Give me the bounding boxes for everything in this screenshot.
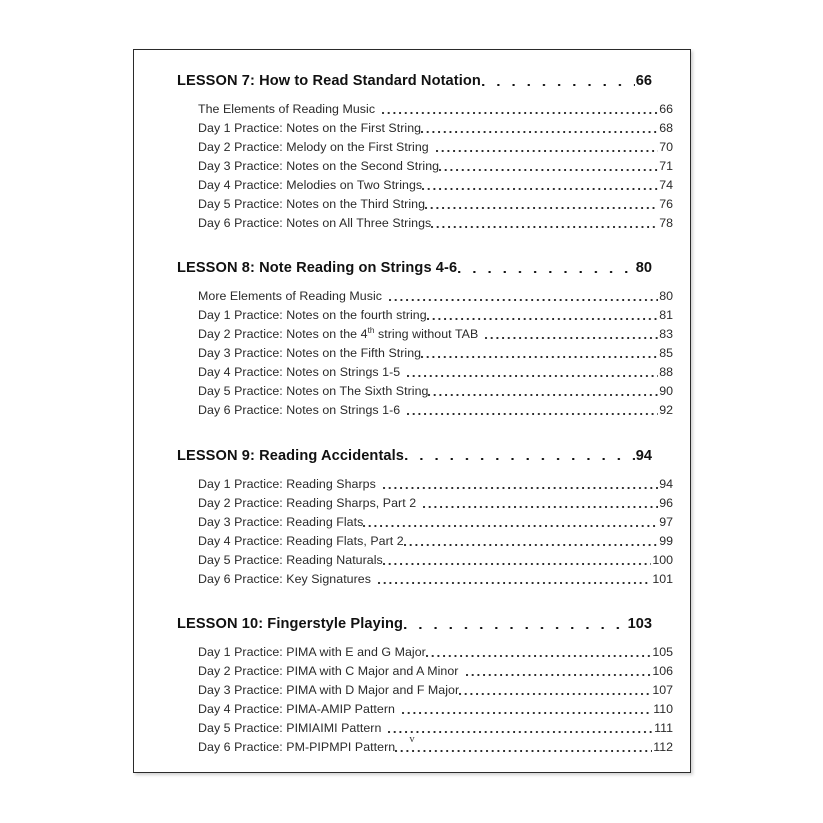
dot-leader <box>389 288 658 304</box>
dot-leader <box>382 101 658 117</box>
toc-entry[interactable] <box>177 644 673 660</box>
toc-entry[interactable] <box>177 682 673 698</box>
dot-leader <box>402 701 652 717</box>
dot-leader <box>459 682 651 698</box>
toc-entry-page-number: 92 <box>659 403 673 418</box>
dot-leader <box>363 514 658 530</box>
toc-entry[interactable] <box>177 495 673 511</box>
dot-leader <box>404 616 627 633</box>
toc-entry[interactable] <box>177 663 673 679</box>
toc-entry-title: Day 6 Practice: Notes on Strings 1-6 <box>198 403 401 418</box>
toc-entry[interactable] <box>177 101 673 117</box>
toc-entry-title: Day 5 Practice: Notes on the Third String <box>198 197 426 211</box>
toc-entry[interactable] <box>177 307 673 323</box>
dot-leader <box>427 307 659 323</box>
toc-entry-page-number: 76 <box>659 197 673 211</box>
dot-leader <box>383 476 658 492</box>
toc-lesson-title: LESSON 10: Fingerstyle Playing <box>177 616 404 633</box>
toc-lesson-block <box>177 260 673 418</box>
toc-entry-title: Day 1 Practice: Reading Sharps <box>198 476 376 491</box>
dot-leader <box>482 73 635 90</box>
toc-entry[interactable] <box>177 533 673 549</box>
toc-entry[interactable] <box>177 364 673 380</box>
toc-lesson-heading[interactable] <box>177 73 652 90</box>
toc-lesson-block <box>177 447 673 587</box>
toc-entry-title: Day 2 Practice: Reading Sharps, Part 2 <box>198 495 417 510</box>
toc-entry-title: Day 1 Practice: PIMA with E and G Major <box>198 645 426 660</box>
toc-entry[interactable] <box>177 177 673 193</box>
toc-entry-title: Day 6 Practice: Notes on All Three Strings <box>198 216 432 230</box>
toc-lesson-heading[interactable] <box>177 448 652 465</box>
toc-entry-list <box>177 288 673 418</box>
toc-lesson-page-number: 66 <box>635 73 652 89</box>
toc-entry-page-number: 88 <box>659 365 673 380</box>
toc-entry-title: Day 3 Practice: Notes on the Fifth String <box>198 346 422 361</box>
toc-lesson-title: LESSON 8: Note Reading on Strings 4-6 <box>177 260 458 277</box>
toc-entry-page-number: 107 <box>652 683 673 698</box>
toc-entry-title: Day 6 Practice: PM-PIPMPI Pattern <box>198 740 396 755</box>
toc-entry[interactable] <box>177 326 673 342</box>
dot-leader <box>407 364 658 380</box>
toc-entry-title: The Elements of Reading Music <box>198 102 376 116</box>
toc-entry-title: Day 2 Practice: Notes on the 4th string without TAB <box>198 326 479 342</box>
dot-leader <box>485 326 658 342</box>
toc-entry-page-number: 85 <box>659 346 673 361</box>
dot-leader <box>421 120 658 136</box>
dot-leader <box>431 215 658 231</box>
toc-entry[interactable] <box>177 215 673 231</box>
toc-entry-title: Day 3 Practice: Reading Flats <box>198 514 364 529</box>
toc-entry-title: Day 5 Practice: Notes on The Sixth String <box>198 384 429 399</box>
toc-lesson-title: LESSON 7: How to Read Standard Notation <box>177 73 481 89</box>
dot-leader <box>407 402 658 418</box>
toc-entry-page-number: 105 <box>652 645 673 660</box>
toc-entry[interactable] <box>177 571 673 587</box>
toc-content <box>177 73 673 756</box>
toc-entry-title: Day 1 Practice: Notes on the First String <box>198 121 422 135</box>
toc-lesson-heading[interactable] <box>177 616 652 633</box>
toc-entry-page-number: 80 <box>659 289 673 304</box>
toc-lesson-title: LESSON 9: Reading Accidentals <box>177 447 404 464</box>
dot-leader <box>426 644 651 660</box>
toc-entry-page-number: 96 <box>659 495 673 510</box>
dot-leader <box>439 158 658 174</box>
toc-entry-list <box>177 101 673 231</box>
toc-entry[interactable] <box>177 552 673 568</box>
toc-entry-title: Day 4 Practice: Reading Flats, Part 2 <box>198 533 404 548</box>
toc-lesson-page-number: 80 <box>635 260 652 277</box>
toc-entry[interactable] <box>177 383 673 399</box>
toc-entry-title: More Elements of Reading Music <box>198 289 382 304</box>
toc-entry[interactable] <box>177 288 673 304</box>
toc-entry-title: Day 3 Practice: PIMA with D Major and F Major <box>198 683 460 698</box>
toc-entry[interactable] <box>177 476 673 492</box>
toc-entry-list <box>177 476 673 587</box>
toc-lesson-list <box>177 73 673 756</box>
toc-entry-page-number: 66 <box>659 102 673 116</box>
toc-entry[interactable] <box>177 402 673 418</box>
toc-entry[interactable] <box>177 514 673 530</box>
toc-entry-page-number: 71 <box>659 159 673 173</box>
dot-leader <box>421 345 658 361</box>
dot-leader <box>436 139 658 155</box>
toc-entry[interactable] <box>177 120 673 136</box>
toc-entry-page-number: 101 <box>652 571 673 586</box>
toc-entry[interactable] <box>177 701 673 717</box>
toc-entry-title: Day 1 Practice: Notes on the fourth string <box>198 308 427 323</box>
toc-entry-page-number: 74 <box>659 178 673 192</box>
toc-entry-title: Day 5 Practice: Reading Naturals <box>198 552 383 567</box>
toc-entry-page-number: 97 <box>659 514 673 529</box>
toc-entry-title: Day 4 Practice: Melodies on Two Strings <box>198 178 423 192</box>
book-page <box>133 49 691 773</box>
dot-leader <box>405 448 635 465</box>
toc-entry-page-number: 70 <box>659 140 673 154</box>
page-folio: v <box>409 734 415 745</box>
toc-entry-title: Day 4 Practice: PIMA-AMIP Pattern <box>198 702 395 717</box>
toc-entry-title: Day 2 Practice: PIMA with C Major and A Minor <box>198 664 459 679</box>
toc-lesson-heading[interactable] <box>177 260 652 277</box>
toc-entry-page-number: 111 <box>654 721 673 736</box>
toc-lesson-block <box>177 73 673 231</box>
dot-leader <box>404 533 659 549</box>
toc-entry-title: Day 4 Practice: Notes on Strings 1-5 <box>198 365 401 380</box>
dot-leader <box>458 260 635 277</box>
toc-entry-page-number: 83 <box>659 327 673 342</box>
toc-lesson-page-number: 94 <box>635 447 652 464</box>
toc-entry-page-number: 100 <box>652 552 673 567</box>
toc-entry[interactable] <box>177 196 673 212</box>
toc-entry[interactable] <box>177 345 673 361</box>
dot-leader <box>466 663 652 679</box>
toc-entry-title: Day 6 Practice: Key Signatures <box>198 571 371 586</box>
toc-entry-page-number: 78 <box>659 216 673 230</box>
toc-entry-title: Day 5 Practice: PIMIAIMI Pattern <box>198 721 382 736</box>
toc-entry-title: Day 2 Practice: Melody on the First String <box>198 140 429 154</box>
toc-entry-page-number: 110 <box>653 702 673 717</box>
dot-leader <box>422 177 658 193</box>
toc-entry-page-number: 106 <box>652 664 673 679</box>
toc-entry-page-number: 94 <box>659 476 673 491</box>
toc-lesson-page-number: 103 <box>627 616 652 633</box>
dot-leader <box>383 552 652 568</box>
ordinal-suffix: th <box>367 326 375 336</box>
toc-entry[interactable] <box>177 139 673 155</box>
dot-leader <box>423 495 658 511</box>
toc-entry-page-number: 112 <box>653 740 673 755</box>
dot-leader <box>428 383 658 399</box>
toc-entry[interactable] <box>177 158 673 174</box>
toc-entry-page-number: 90 <box>659 384 673 399</box>
toc-entry-page-number: 81 <box>659 308 673 323</box>
dot-leader <box>378 571 651 587</box>
toc-entry-page-number: 99 <box>659 533 673 548</box>
toc-entry-title: Day 3 Practice: Notes on the Second String <box>198 159 440 173</box>
toc-entry-page-number: 68 <box>659 121 673 135</box>
dot-leader <box>425 196 658 212</box>
